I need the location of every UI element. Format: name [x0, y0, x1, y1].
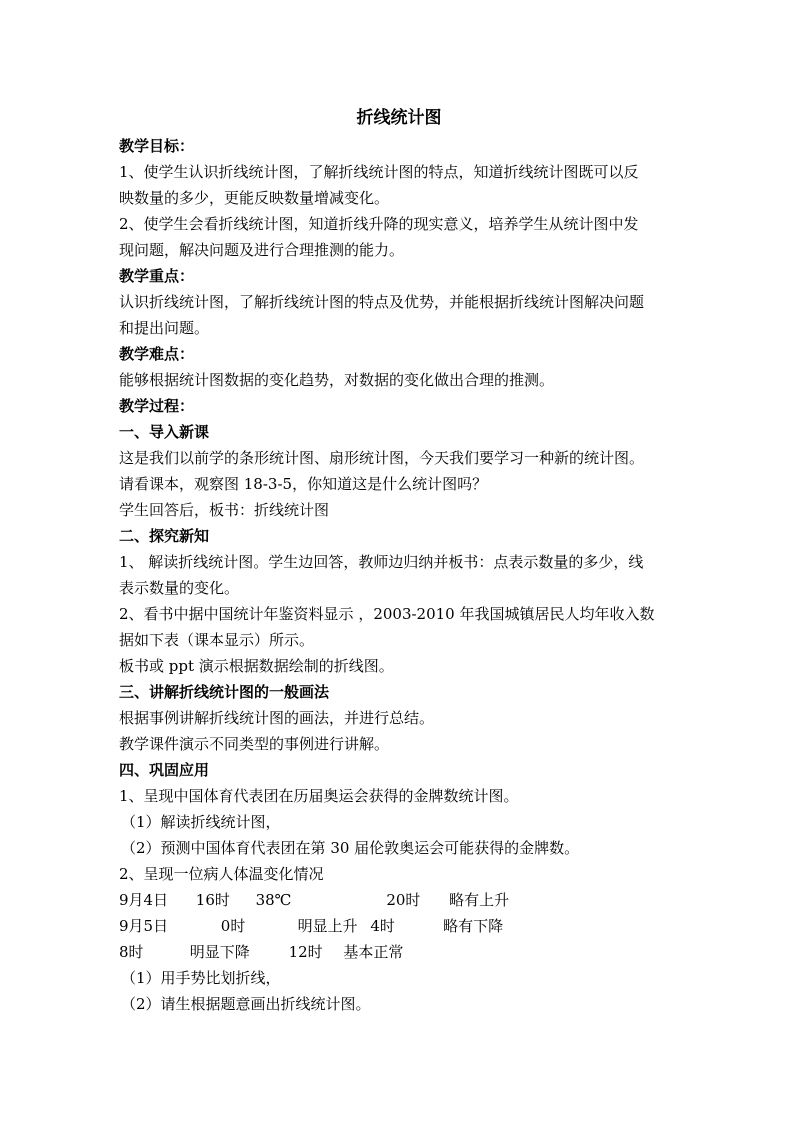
- row2-value-1: 明显上升: [297, 917, 358, 935]
- part3-heading: 三、讲解折线统计图的一般画法: [119, 683, 330, 701]
- row2-value-2: 略有下降: [443, 917, 504, 935]
- key-points-line-1: 认识折线统计图，了解折线统计图的特点及优势，并能根据折线统计图解决问题: [119, 293, 645, 311]
- part1-line-2: 请看课本，观察图 18-3-5，你知道这是什么统计图吗？: [119, 475, 488, 493]
- part2-line-1: 1、 解读折线统计图。学生边回答，教师边归纳并板书：点表示数量的多少，线: [119, 553, 644, 571]
- row1-value-1: 38℃: [255, 891, 292, 909]
- objective-1-line-1: 1、使学生认识折线统计图，了解折线统计图的特点，知道折线统计图既可以反: [119, 163, 639, 181]
- row2-date: 9月5日: [119, 917, 169, 935]
- process-heading: 教学过程：: [119, 397, 195, 415]
- part2-line-5: 板书或 ppt 演示根据数据绘制的折线图。: [119, 657, 394, 675]
- part4-line-4: 2、呈现一位病人体温变化情况: [119, 865, 324, 883]
- objective-2-line-1: 2、使学生会看折线统计图，知道折线升降的现实意义，培养学生从统计图中发: [119, 215, 639, 233]
- objective-2-line-2: 现问题，解决问题及进行合理推测的能力。: [119, 241, 405, 259]
- row1-value-2: 略有上升: [449, 891, 510, 909]
- row3-time-2: 12时: [288, 943, 323, 961]
- part2-line-2: 表示数量的变化。: [119, 579, 240, 597]
- part1-line-1: 这是我们以前学的条形统计图、扇形统计图，今天我们要学习一种新的统计图。: [119, 449, 645, 467]
- part3-line-1: 根据事例讲解折线统计图的画法，并进行总结。: [119, 709, 435, 727]
- temperature-row-3: [119, 939, 679, 965]
- objectives-heading: 教学目标：: [119, 137, 195, 155]
- row2-time-2: 4时: [370, 917, 395, 935]
- part1-line-3: 学生回答后，板书：折线统计图: [119, 501, 330, 519]
- part4-heading: 四、巩固应用: [119, 761, 210, 779]
- temperature-row-2: [119, 913, 679, 939]
- row1-date: 9月4日: [119, 891, 169, 909]
- row1-time-2: 20时: [386, 891, 421, 909]
- difficulty-heading: 教学难点：: [119, 345, 195, 363]
- part4-line-6: （2）请生根据题意画出折线统计图。: [121, 995, 371, 1013]
- part3-line-2: 教学课件演示不同类型的事例进行讲解。: [119, 735, 390, 753]
- document-body: [119, 105, 679, 1017]
- part4-line-5: （1）用手势比划折线，: [121, 969, 281, 987]
- row3-time-1: 8时: [119, 943, 144, 961]
- part2-line-3: 2、看书中据中国统计年鉴资料显示 ，2003-2010 年我国城镇居民人均年收入数: [119, 605, 655, 623]
- row1-time-1: 16时: [195, 891, 230, 909]
- row3-value-2: 基本正常: [343, 943, 404, 961]
- part2-line-4: 据如下表（课本显示）所示。: [119, 631, 315, 649]
- temperature-row-1: [119, 887, 679, 913]
- row2-time-1: 0时: [220, 917, 246, 935]
- row3-value-1: 明显下降: [189, 943, 250, 961]
- key-points-heading: 教学重点：: [119, 267, 195, 285]
- difficulty-text: 能够根据统计图数据的变化趋势，对数据的变化做出合理的推测。: [119, 371, 555, 389]
- part4-line-1: 1、呈现中国体育代表团在历届奥运会获得的金牌数统计图。: [119, 787, 519, 805]
- part1-heading: 一、导入新课: [119, 423, 210, 441]
- key-points-line-2: 和提出问题。: [119, 319, 210, 337]
- part4-line-3: （2）预测中国体育代表团在第 30 届伦敦奥运会可能获得的金牌数。: [121, 839, 580, 857]
- part2-heading: 二、探究新知: [119, 527, 210, 545]
- page-title: 折线统计图: [356, 108, 442, 128]
- objective-1-line-2: 映数量的多少，更能反映数量增减变化。: [119, 189, 390, 207]
- part4-line-2: （1）解读折线统计图，: [121, 813, 281, 831]
